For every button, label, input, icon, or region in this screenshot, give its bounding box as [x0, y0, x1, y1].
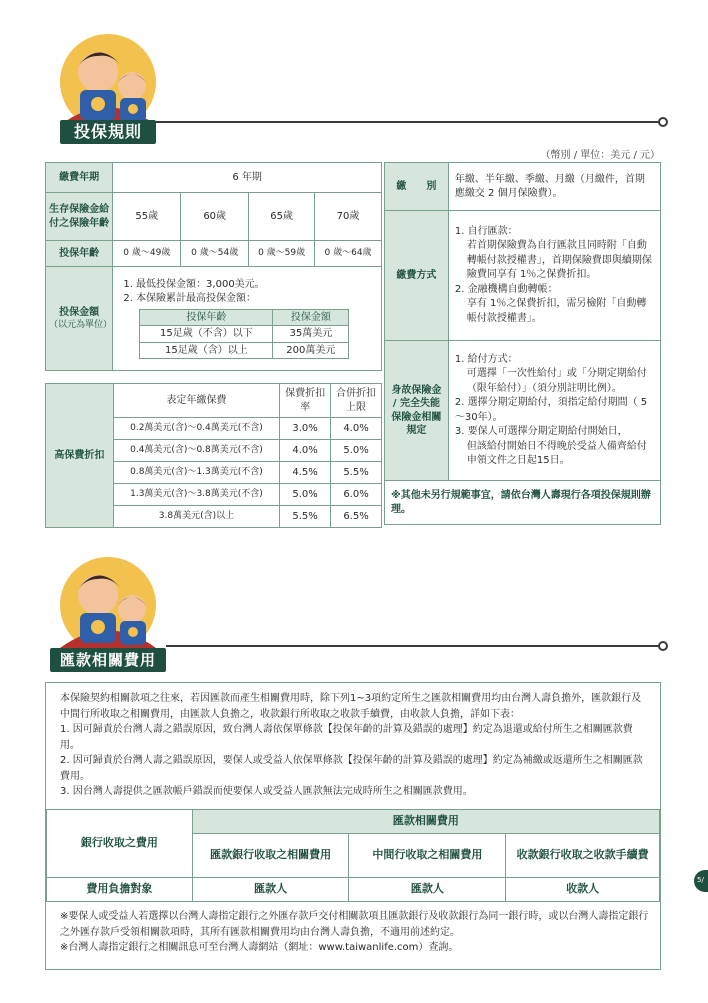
- benefit-item-1-detail: 可選擇「一次性給付」或「分期定期給付（限年給付）」（須分別註明比例）。: [466, 368, 647, 394]
- fees-payer-3: 收款人: [506, 878, 660, 902]
- fees-col-intermediary: 中間行收取之相關費用: [349, 834, 506, 878]
- method-item-1-detail: 若首期保險費為自行匯款且同時附「自動轉帳付款授權書」，首期保險費即與續期保險費同享有 1％之保費折扣。: [466, 240, 652, 281]
- discount-cap-2: 5.0%: [331, 440, 382, 462]
- issue-age-4: 0 歲～64歲: [315, 241, 382, 267]
- amount-sub: （以元為單位）: [49, 320, 113, 331]
- fees-intro-text: 本保險契約相關款項之往來，若因匯款而產生相關費用時，除下列1~3項約定所生之匯款相關費用均由台灣人壽負擔外，匯款銀行及中間行所收取之相關費用，由匯款人負擔之，收款銀行所收取之收款手續費，由收款人負擔，詳如下表：: [60, 693, 642, 720]
- discount-header-cap: 合併折扣上限: [331, 384, 382, 418]
- discount-rate-1: 3.0%: [280, 418, 331, 440]
- fees-note-1: ※要保人或受益人若選擇以台灣人壽指定銀行之外匯存款戶交付相關款項且匯款銀行及收款銀行為同一銀行時，或以台灣人壽指定銀行之外匯存款戶受領相關款項時，其所有匯款相關費用均由台灣人壽負擔，不適用前述約定。: [60, 911, 649, 938]
- fees-box: [45, 682, 661, 970]
- issue-age-1: 0 歲～49歲: [113, 241, 181, 267]
- discount-premium-3: 0.8萬美元(含)～1.3萬美元(不含): [113, 462, 279, 484]
- rules-note: ※其他未另行規範事宜，請依台灣人壽現行各項投保規則辦理。: [385, 481, 661, 525]
- discount-table: [45, 383, 382, 528]
- section-rule-dot-1: [658, 117, 668, 127]
- issue-age-label: 投保年齡: [46, 241, 113, 267]
- method-item-1: 1. 自行匯款：: [454, 225, 518, 237]
- fees-payer-2: 匯款人: [349, 878, 506, 902]
- pay-years-label: 繳費年期: [46, 163, 113, 193]
- amount-subtable-amount-1: 35萬美元: [273, 326, 349, 343]
- survival-age-55: 55歲: [113, 193, 181, 241]
- amount-item-2: 2. 本保險累計最高投保金額：: [123, 293, 257, 305]
- fees-col-remit-bank: 匯款銀行收取之相關費用: [192, 834, 349, 878]
- section-rule-1: [156, 121, 660, 123]
- discount-cap-5: 6.5%: [331, 506, 382, 528]
- freq-label: 繳 別: [385, 163, 449, 211]
- discount-premium-2: 0.4萬美元(含)～0.8萬美元(不含): [113, 440, 279, 462]
- fees-note-2: ※台灣人壽指定銀行之相關訊息可至台灣人壽網站（網址：www.taiwanlife.com）查詢。: [60, 942, 459, 953]
- fees-item-2: 2. 因可歸責於台灣人壽之錯誤原因，要保人或受益人依保單條款【投保年齡的計算及錯誤的處理】約定為補繳或返還所生之相關匯款費用。: [60, 755, 643, 782]
- amount-item-1: 1. 最低投保金額：3,000美元。: [123, 278, 265, 290]
- unit-note: （幣別 / 單位：美元 / 元）: [540, 150, 660, 161]
- discount-header-premium: 表定年繳保費: [113, 384, 279, 418]
- survival-age-65: 65歲: [249, 193, 315, 241]
- discount-rate-5: 5.5%: [280, 506, 331, 528]
- fees-intro: [60, 691, 650, 800]
- discount-cap-4: 6.0%: [331, 484, 382, 506]
- freq-value: 年繳、半年繳、季繳、月繳（月繳件，首期應繳交 2 個月保險費）。: [448, 163, 660, 211]
- survival-age-70: 70歲: [315, 193, 382, 241]
- discount-premium-5: 3.8萬美元(含)以上: [113, 506, 279, 528]
- page-number-tab: 5/: [694, 870, 708, 892]
- fees-payer-1: 匯款人: [192, 878, 349, 902]
- section-rule-dot-2: [658, 641, 668, 651]
- discount-cap-3: 5.5%: [331, 462, 382, 484]
- amount-label-cell: [46, 267, 113, 371]
- benefit-label: 身故保險金 / 完全失能保險金相關規定: [385, 341, 449, 481]
- method-label: 繳費方式: [385, 211, 449, 341]
- fees-top-header: 匯款相關費用: [192, 810, 659, 834]
- discount-rate-4: 5.0%: [280, 484, 331, 506]
- survival-age-60: 60歲: [181, 193, 249, 241]
- benefit-item-1: 1. 給付方式：: [454, 353, 518, 365]
- discount-label: 高保費折扣: [46, 384, 114, 528]
- discount-cap-1: 4.0%: [331, 418, 382, 440]
- discount-rate-3: 4.5%: [280, 462, 331, 484]
- fees-row-label-bank: 銀行收取之費用: [47, 810, 193, 878]
- method-item-2-detail: 享有 1％之保費折扣，需另檢附「自動轉帳付款授權書」。: [466, 298, 647, 324]
- fees-item-3: 3. 因台灣人壽提供之匯款帳戶錯誤而使要保人或受益人匯款無法完成時所生之相關匯款費用。: [60, 786, 473, 797]
- section-banner-rules: 投保規則: [60, 120, 156, 144]
- amount-subtable-header-amount: 投保金額: [273, 309, 349, 326]
- amount-subtable: [139, 309, 349, 360]
- benefit-content: [448, 341, 660, 481]
- survival-age-label: 生存保險金給付之保險年齡: [46, 193, 113, 241]
- benefit-item-3-detail: 但該給付開始日不得晚於受益人備齊給付申領文件之日起15日。: [466, 440, 647, 466]
- amount-subtable-age-1: 15足歲（不含）以下: [140, 326, 273, 343]
- benefit-item-2: 2. 選擇分期定期給付，須指定給付期間（ 5～30年）。: [454, 397, 648, 423]
- method-item-2: 2. 金融機構自動轉帳：: [454, 283, 558, 295]
- discount-header-rate: 保費折扣率: [280, 384, 331, 418]
- amount-subtable-header-age: 投保年齡: [140, 309, 273, 326]
- amount-subtable-amount-2: 200萬美元: [273, 342, 349, 359]
- issue-age-3: 0 歲～59歲: [249, 241, 315, 267]
- issue-age-2: 0 歲～54歲: [181, 241, 249, 267]
- right-rules-table: [384, 162, 661, 525]
- section-rule-2: [166, 645, 660, 647]
- fees-table: [46, 809, 660, 902]
- fees-row-label-payer: 費用負擔對象: [47, 878, 193, 902]
- fees-item-1: 1. 因可歸責於台灣人壽之錯誤原因，致台灣人壽依保單條款【投保年齡的計算及錯誤的處理】約定為退還或給付所生之相關匯款費用。: [60, 724, 633, 751]
- superhero-mascot-2: [40, 553, 175, 658]
- method-content: [448, 211, 660, 341]
- discount-rate-2: 4.0%: [280, 440, 331, 462]
- amount-label: 投保金額: [59, 306, 100, 318]
- fees-notes: [60, 909, 650, 956]
- benefit-item-3: 3. 要保人可選擇分期定期給付開始日，: [454, 426, 628, 437]
- discount-premium-1: 0.2萬美元(含)～0.4萬美元(不含): [113, 418, 279, 440]
- pay-years-value: 6 年期: [113, 163, 382, 193]
- amount-subtable-age-2: 15足歲（含）以上: [140, 342, 273, 359]
- section-banner-fees: 匯款相關費用: [50, 648, 166, 672]
- discount-premium-4: 1.3萬美元(含)～3.8萬美元(不含): [113, 484, 279, 506]
- amount-content: [113, 267, 382, 371]
- fees-col-receiving-bank: 收款銀行收取之收款手續費: [506, 834, 660, 878]
- left-rules-table: [45, 162, 382, 371]
